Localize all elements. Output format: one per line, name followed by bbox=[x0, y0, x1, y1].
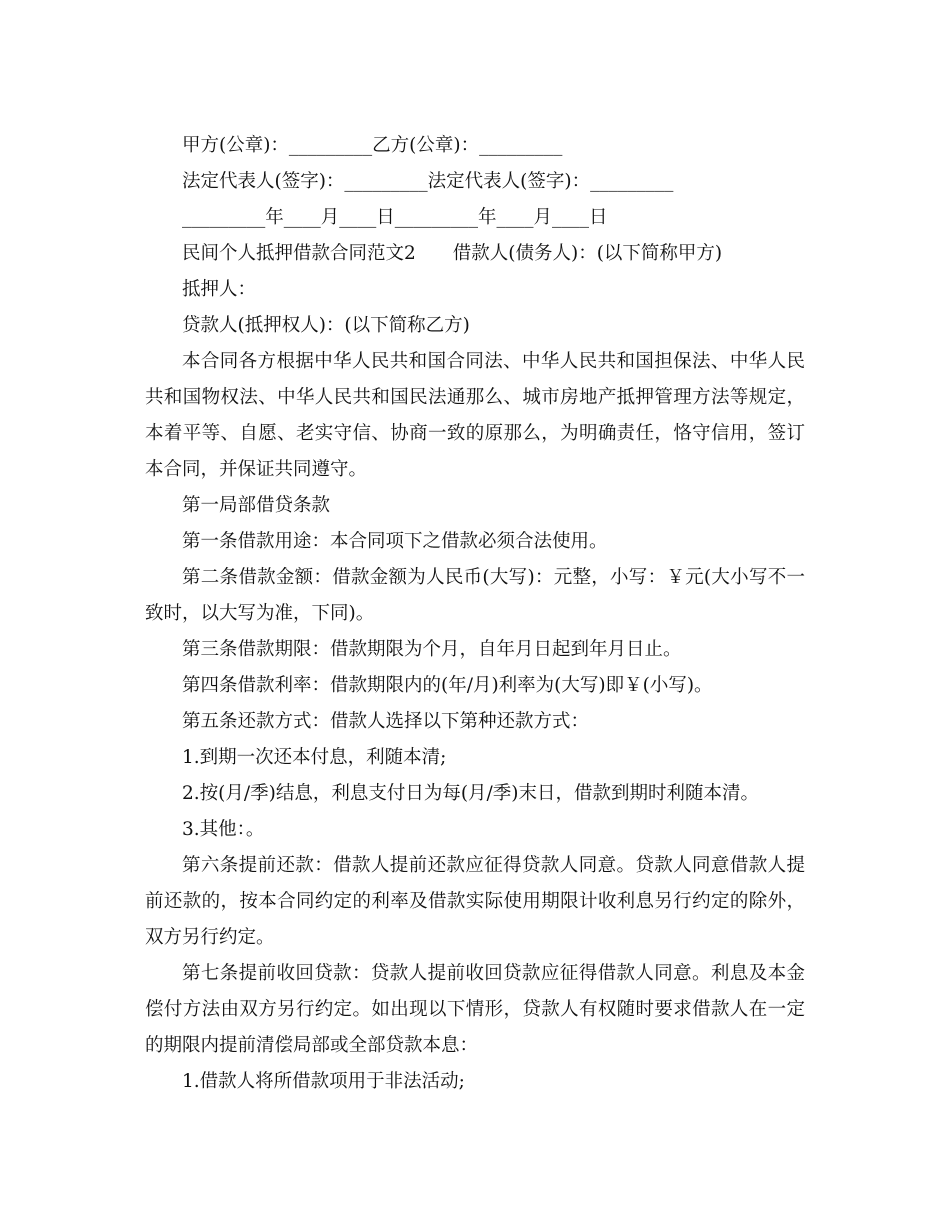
preamble-paragraph: 本合同各方根据中华人民共和国合同法、中华人民共和国担保法、中华人民共和国物权法、中华人民共和国民法通那么、城市房地产抵押管理方法等规定，本着平等、自愿、老实守信、协商一致的原那么，为明确责任，恪守信用，签订本合同，并保证共同遵守。 bbox=[145, 351, 805, 480]
article-paragraph: 第六条提前还款：借款人提前还款应征得贷款人同意。贷款人同意借款人提前还款的，按本合同约定的利率及借款实际使用期限计收利息另行约定的除外，双方另行约定。 bbox=[145, 855, 805, 948]
date-line: _________年____月____日_________年____月____日 bbox=[182, 207, 608, 228]
article-paragraph: 第七条提前收回贷款：贷款人提前收回贷款应征得借款人同意。利息及本金偿付方法由双方另行约定。如出现以下情形，贷款人有权随时要求借款人在一定的期限内提前清偿局部或全部贷款本息： bbox=[145, 963, 805, 1056]
mortgagor-line: 抵押人： bbox=[182, 279, 257, 300]
lender-line: 贷款人(抵押权人)：(以下简称乙方) bbox=[182, 315, 470, 336]
representative-signature-line: 法定代表人(签字)：_________法定代表人(签字)：_________ bbox=[182, 171, 674, 192]
section-heading: 第一局部借贷条款 bbox=[182, 495, 331, 516]
list-item: 1.到期一次还本付息，利随本清; bbox=[182, 747, 447, 768]
contract-title-line: 民间个人抵押借款合同范文2 借款人(债务人)：(以下简称甲方) bbox=[182, 243, 723, 264]
list-item: 1.借款人将所借款项用于非法活动; bbox=[182, 1071, 465, 1092]
article-paragraph: 第二条借款金额：借款金额为人民币(大写)：元整，小写：￥元(大小写不一致时，以大写为准，下同)。 bbox=[145, 567, 805, 624]
document-body bbox=[145, 128, 805, 1100]
list-item: 2.按(月/季)结息，利息支付日为每(月/季)末日，借款到期时利随本清。 bbox=[182, 783, 759, 804]
list-item: 3.其他：。 bbox=[182, 819, 265, 840]
article-paragraph: 第五条还款方式：借款人选择以下第种还款方式： bbox=[182, 711, 590, 732]
article-paragraph: 第四条借款利率：借款期限内的(年/月)利率为(大写)即￥(小写)。 bbox=[182, 675, 713, 696]
article-paragraph: 第三条借款期限：借款期限为个月，自年月日起到年月日止。 bbox=[182, 639, 682, 660]
seal-signature-line: 甲方(公章)：_________乙方(公章)：_________ bbox=[182, 135, 563, 156]
article-paragraph: 第一条借款用途：本合同项下之借款必须合法使用。 bbox=[182, 531, 608, 552]
